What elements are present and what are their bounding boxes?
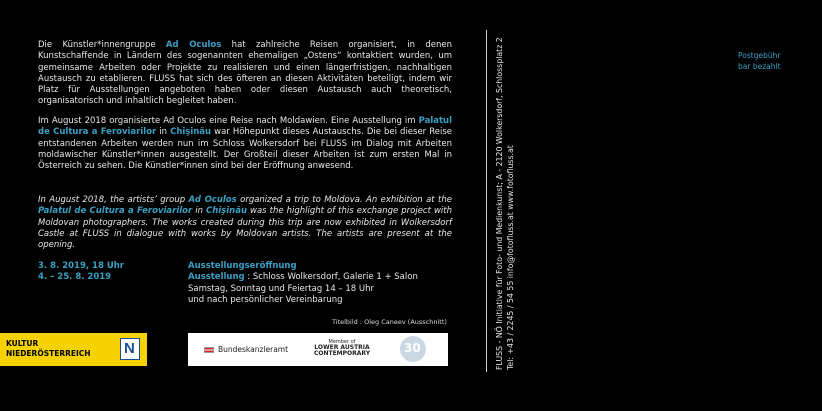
kultur-logo-text [6,339,91,358]
divider-line [486,30,487,372]
text-segment: organized a trip to Moldova. An exhibition at the [236,195,452,205]
noe-shield-icon [120,338,140,360]
paragraph-german-intro [38,40,452,108]
text-segment: Im August 2018 organisierte Ad Oculos eine Reise nach Moldawien. Eine Ausstellung im [38,116,419,126]
location-line [188,272,418,283]
event-dates [38,261,124,284]
noe-badge-letter: N [124,340,135,357]
highlight-venue: Palatul de Cultura a Feroviarilor [38,206,193,217]
opening-hours: Samstag, Sonntag und Feiertag 14 – 18 Uhr [188,283,375,294]
kultur-line1: KULTUR [6,339,39,348]
lower-austria-text: LOWER AUSTRIA CONTEMPORARY [313,344,371,357]
exhibition-info [188,261,418,306]
highlight-venue: Palatul de Cultura a Feroviarilor [38,116,452,138]
highlight-city: Chişinău [205,206,247,217]
text-segment: Die Künstler*innengruppe [38,40,166,50]
circle-logo-text: 30 [404,341,421,355]
lower-austria-contemporary-logo [310,339,374,357]
text-segment: war Höhepunkt dieses Austauschs. Die bei dieser Reise entstandenen Arbeiten werden nun im Schloss Wolkersdorf bei FLUSS im Dialog mit Arbeiten moldawischer Künstler*innen ausgestellt. Der Großteil dieser Arbeiten ist zum ersten Mal in Österreich zu sehen. Die Künstler*innen sind bei der Eröffnung anwesend. [38,127,452,172]
sponsor-logos-bar [188,333,448,366]
address-line2: Tel: +43 / 2245 / 54 55 info@fotofluss.at www.fotofluss.at [506,145,515,370]
opening-label: Ausstellungseröffnung [188,261,297,271]
highlight-ad-oculos: Ad Oculos [165,40,222,50]
sender-address [494,30,516,370]
text-segment: hat zahlreiche Reisen organisiert, in denen Kunstschaffende in Ländern des sogenannten ehemaligen „Ostens“ kontaktiert wurden, um gemeinsame Arbeiten oder Projekte zu realisieren und einen längerfristigen, nachhaltigen Austausch zu etablieren. FLUSS hat sich des öfteren an diesen Aktivitäten beteiligt, indem wir Platz für Ausstellungen angeboten haben oder diesen Austausch auch theoretisch, organisatorisch und inhaltlich begleitet haben. [38,40,452,107]
text-segment: In August 2018, the artists’ group [38,195,189,205]
postage-line1: Postgebühr [738,51,781,60]
opening-date: 3. 8. 2019, 18 Uhr [38,261,124,271]
paragraph-english [38,195,452,251]
bundeskanzleramt-logo: Bundeskanzleramt [218,345,289,354]
highlight-city: Chişinău [170,127,212,138]
highlight-ad-oculos: Ad Oculos [188,195,237,205]
exhibition-label: Ausstellung [188,272,245,283]
postage-note [738,50,781,72]
paragraph-german-moldova [38,116,452,172]
appointment-note: und nach persönlicher Vereinbarung [188,294,343,305]
member-of-text: Member of [328,339,356,345]
image-credit: Titelbild : Oleg Caneev (Ausschnitt) [332,318,447,326]
exhibition-dates: 4. – 25. 8. 2019 [38,272,112,283]
address-line1: FLUSS - NÖ Initiative für Foto- und Medienkunst; A - 2120 Wolkersdorf, Schlossplatz 2 [495,37,504,370]
location: : Schloss Wolkersdorf, Galerie 1 + Salon [244,272,418,283]
kultur-niederoesterreich-logo [0,333,147,366]
text-segment: was the highlight of this exchange project with Moldovan photographers. The works created during this trip are now exhibited in Wolkersdorf Castle at FLUSS in dialogue with works by Moldovan artists. The artists are present at the opening. [38,206,452,251]
kultur-line2: NIEDERÖSTERREICH [6,348,91,358]
text-segment: in [192,206,206,217]
anniversary-circle-logo [400,336,426,362]
austrian-flag-icon [204,347,214,353]
postage-line2: bar bezahlt [738,62,781,71]
text-segment: in [156,127,171,138]
